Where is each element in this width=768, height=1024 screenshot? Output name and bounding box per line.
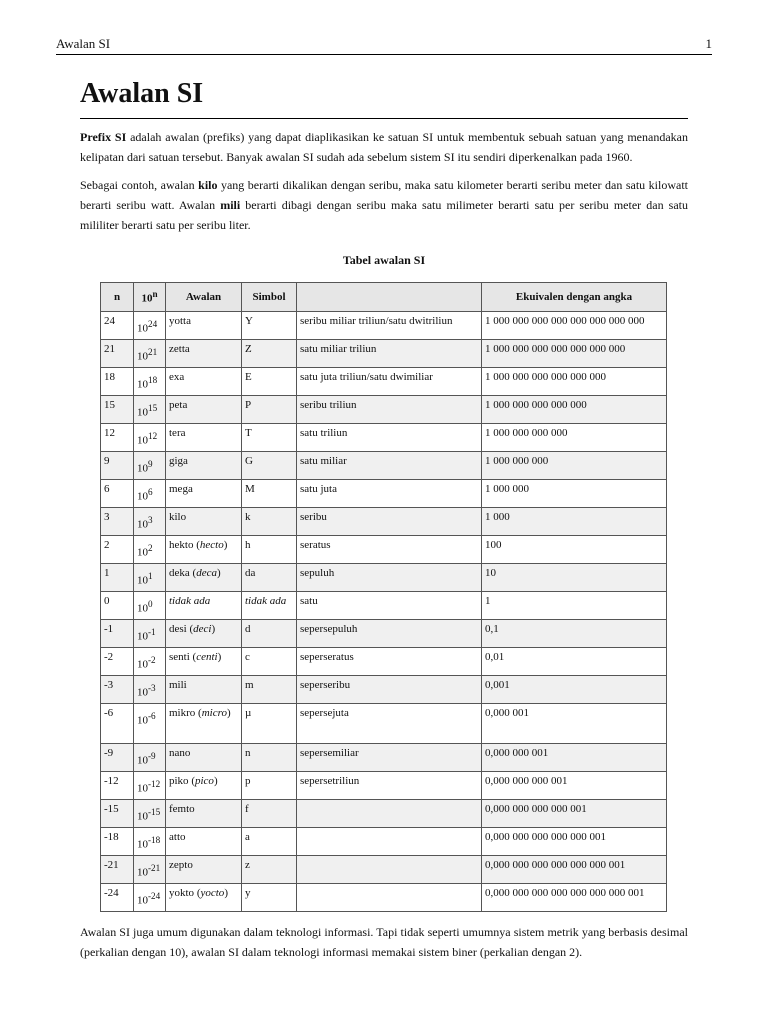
- prefix-name: femto: [169, 803, 195, 815]
- intro-text: adalah awalan (prefiks) yang dapat diaplikasikan ke satuan SI untuk membentuk sebuah satuan yang menandakan kelipatan dari satuan tersebut. Banyak awalan SI sudah ada sebelum sistem SI itu sendiri diperkenalkan pada 1960.: [80, 130, 688, 164]
- cell-prefix: [166, 480, 242, 508]
- header-n: n: [101, 283, 134, 312]
- table-row: [101, 620, 667, 648]
- cell-number: 0,000 000 000 000 000 000 001: [482, 856, 667, 884]
- cell-prefix: yokto (yocto): [166, 884, 242, 912]
- table-row: [101, 856, 667, 884]
- table-row: [101, 704, 667, 744]
- cell-symbol: G: [242, 452, 297, 480]
- article-body: [80, 78, 688, 962]
- cell-number: 0,01: [482, 648, 667, 676]
- table-row: [101, 676, 667, 704]
- prefix-alt-name: centi: [196, 651, 218, 663]
- cell-number: 1 000 000 000 000 000 000 000 000: [482, 312, 667, 340]
- table-row: [101, 312, 667, 340]
- page-number: 1: [705, 36, 712, 51]
- cell-prefix: [166, 800, 242, 828]
- cell-number: 1 000 000 000 000 000 000 000: [482, 340, 667, 368]
- cell-description: satu juta triliun/satu dwimiliar: [297, 368, 482, 396]
- cell-n: 6: [101, 480, 134, 508]
- cell-symbol: M: [242, 480, 297, 508]
- cell-n: -18: [101, 828, 134, 856]
- cell-number: 1 000 000 000 000 000 000: [482, 368, 667, 396]
- prefix-name: nano: [169, 747, 191, 759]
- table-row: [101, 536, 667, 564]
- cell-prefix: piko (pico): [166, 772, 242, 800]
- intro-bold-term: Prefix SI: [80, 130, 127, 144]
- cell-number: 100: [482, 536, 667, 564]
- table-row: [101, 772, 667, 800]
- cell-symbol: p: [242, 772, 297, 800]
- cell-description: satu triliun: [297, 424, 482, 452]
- cell-symbol: c: [242, 648, 297, 676]
- example-text-3: berarti dibagi dengan seribu maka satu milimeter berarti satu per seribu meter dan satu mililiter berarti satu per seribu liter.: [80, 198, 688, 232]
- example-bold-mili: mili: [220, 198, 241, 212]
- cell-n: 0: [101, 592, 134, 620]
- cell-symbol: m: [242, 676, 297, 704]
- cell-prefix: deka (deca): [166, 564, 242, 592]
- prefix-name: mili: [169, 679, 187, 691]
- prefix-name: kilo: [169, 511, 187, 523]
- table-row: [101, 424, 667, 452]
- cell-number: 0,1: [482, 620, 667, 648]
- cell-prefix: [166, 396, 242, 424]
- header-symbol: Simbol: [242, 283, 297, 312]
- page-title: Awalan SI: [80, 78, 688, 119]
- table-row: [101, 592, 667, 620]
- cell-symbol: h: [242, 536, 297, 564]
- cell-n: 3: [101, 508, 134, 536]
- example-bold-kilo: kilo: [198, 178, 218, 192]
- cell-description: satu miliar triliun: [297, 340, 482, 368]
- cell-prefix: [166, 828, 242, 856]
- cell-prefix: [166, 452, 242, 480]
- cell-power: $10^3$: [134, 508, 166, 536]
- cell-power: $10^9$: [134, 452, 166, 480]
- cell-number: 1: [482, 592, 667, 620]
- cell-n: -1: [101, 620, 134, 648]
- cell-n: 18: [101, 368, 134, 396]
- cell-symbol: Z: [242, 340, 297, 368]
- cell-power: $10^1$: [134, 564, 166, 592]
- cell-number: 0,000 000 000 001: [482, 772, 667, 800]
- prefix-name: peta: [169, 399, 188, 411]
- cell-n: 21: [101, 340, 134, 368]
- cell-symbol: n: [242, 744, 297, 772]
- cell-symbol: d: [242, 620, 297, 648]
- prefix-name: tera: [169, 427, 186, 439]
- prefix-name: yotta: [169, 315, 191, 327]
- cell-description: sepersemiliar: [297, 744, 482, 772]
- table-row: [101, 564, 667, 592]
- prefix-alt-name: hecto: [199, 539, 224, 551]
- prefix-name: deka: [169, 567, 190, 579]
- cell-n: -6: [101, 704, 134, 744]
- cell-symbol: da: [242, 564, 297, 592]
- cell-symbol: z: [242, 856, 297, 884]
- cell-n: 24: [101, 312, 134, 340]
- cell-prefix: [166, 676, 242, 704]
- cell-power: $10^{15}$: [134, 396, 166, 424]
- cell-power: $10^{-15}$: [134, 800, 166, 828]
- cell-number: 1 000 000 000 000: [482, 424, 667, 452]
- table-row: [101, 884, 667, 912]
- cell-prefix: [166, 312, 242, 340]
- prefix-name: exa: [169, 371, 185, 383]
- cell-prefix: hekto (hecto): [166, 536, 242, 564]
- cell-description: satu juta: [297, 480, 482, 508]
- cell-number: 1 000: [482, 508, 667, 536]
- cell-power: $10^{-1}$: [134, 620, 166, 648]
- table-row: [101, 368, 667, 396]
- header-description: [297, 283, 482, 312]
- prefix-name: hekto: [169, 539, 194, 551]
- cell-power: $10^0$: [134, 592, 166, 620]
- prefix-name: zetta: [169, 343, 190, 355]
- cell-description: [297, 856, 482, 884]
- cell-power: $10^{12}$: [134, 424, 166, 452]
- cell-symbol: E: [242, 368, 297, 396]
- cell-n: 1: [101, 564, 134, 592]
- cell-power: $10^{24}$: [134, 312, 166, 340]
- table-row: [101, 340, 667, 368]
- cell-description: sepersetriliun: [297, 772, 482, 800]
- cell-n: -24: [101, 884, 134, 912]
- cell-prefix: [166, 592, 242, 620]
- cell-power: $10^{-21}$: [134, 856, 166, 884]
- running-header: [56, 36, 712, 55]
- cell-prefix: senti (centi): [166, 648, 242, 676]
- cell-power: $10^{21}$: [134, 340, 166, 368]
- prefix-name: senti: [169, 651, 190, 663]
- cell-number: 0,000 000 000 000 000 001: [482, 828, 667, 856]
- prefix-name: mikro: [169, 707, 196, 719]
- cell-symbol: tidak ada: [242, 592, 297, 620]
- closing-paragraph: Awalan SI juga umum digunakan dalam teknologi informasi. Tapi tidak seperti umumnya sistem metrik yang berbasis desimal (perkalian dengan 10), awalan SI dalam teknologi informasi memakai sistem biner (perkalian dengan 2).: [80, 925, 688, 959]
- prefix-alt-name: micro: [201, 707, 227, 719]
- table-header-row: [101, 283, 667, 312]
- table-caption: Tabel awalan SI: [342, 253, 426, 267]
- intro-paragraph: [80, 127, 688, 167]
- prefix-name: tidak ada: [169, 595, 211, 607]
- table-row: [101, 744, 667, 772]
- table-row: [101, 452, 667, 480]
- cell-description: [297, 884, 482, 912]
- cell-number: 0,000 001: [482, 704, 667, 744]
- example-text-1: Sebagai contoh, awalan: [80, 178, 199, 192]
- table-row: [101, 828, 667, 856]
- cell-symbol: P: [242, 396, 297, 424]
- cell-number: 1 000 000 000: [482, 452, 667, 480]
- cell-power: $10^{-18}$: [134, 828, 166, 856]
- table-row: [101, 396, 667, 424]
- cell-symbol: Y: [242, 312, 297, 340]
- cell-n: 12: [101, 424, 134, 452]
- cell-number: 1 000 000: [482, 480, 667, 508]
- cell-description: seratus: [297, 536, 482, 564]
- table-row: [101, 800, 667, 828]
- cell-power: $10^{-2}$: [134, 648, 166, 676]
- cell-symbol: T: [242, 424, 297, 452]
- prefix-alt-name: pico: [194, 775, 214, 787]
- cell-power: $10^{-9}$: [134, 744, 166, 772]
- table-row: [101, 480, 667, 508]
- cell-prefix: [166, 340, 242, 368]
- header-prefix: Awalan: [166, 283, 242, 312]
- cell-description: sepuluh: [297, 564, 482, 592]
- table-row: [101, 508, 667, 536]
- cell-power: $10^6$: [134, 480, 166, 508]
- cell-n: 9: [101, 452, 134, 480]
- cell-symbol: y: [242, 884, 297, 912]
- prefix-alt-name: yocto: [200, 887, 225, 899]
- cell-number: 1 000 000 000 000 000: [482, 396, 667, 424]
- header-number: Ekuivalen dengan angka: [482, 283, 667, 312]
- cell-power: $10^2$: [134, 536, 166, 564]
- example-text-2: yang berarti dikalikan dengan seribu, maka satu kilometer berarti seribu meter dan satu kilowatt berarti seribu watt. Awalan: [80, 178, 689, 212]
- running-title: Awalan SI: [56, 36, 111, 51]
- cell-power: $10^{18}$: [134, 368, 166, 396]
- cell-description: satu miliar: [297, 452, 482, 480]
- cell-description: satu: [297, 592, 482, 620]
- cell-number: 0,001: [482, 676, 667, 704]
- cell-description: seribu: [297, 508, 482, 536]
- cell-prefix: [166, 424, 242, 452]
- cell-number: 10: [482, 564, 667, 592]
- prefix-alt-name: deci: [193, 623, 212, 635]
- prefix-name: giga: [169, 455, 188, 467]
- table-row: [101, 648, 667, 676]
- cell-description: [297, 800, 482, 828]
- cell-symbol: k: [242, 508, 297, 536]
- cell-number: 0,000 000 000 000 001: [482, 800, 667, 828]
- cell-description: seperseratus: [297, 648, 482, 676]
- cell-number: 0,000 000 000 000 000 000 000 001: [482, 884, 667, 912]
- cell-n: -2: [101, 648, 134, 676]
- cell-description: seperseribu: [297, 676, 482, 704]
- cell-n: -21: [101, 856, 134, 884]
- cell-power: $10^{-3}$: [134, 676, 166, 704]
- cell-n: -12: [101, 772, 134, 800]
- prefix-alt-name: deca: [196, 567, 217, 579]
- cell-n: -15: [101, 800, 134, 828]
- cell-n: 2: [101, 536, 134, 564]
- cell-prefix: [166, 368, 242, 396]
- cell-n: -9: [101, 744, 134, 772]
- cell-prefix: mikro (micro): [166, 704, 242, 744]
- cell-description: seribu triliun: [297, 396, 482, 424]
- header-power: 10$^n$: [134, 283, 166, 312]
- prefix-name: mega: [169, 483, 193, 495]
- cell-power: $10^{-24}$: [134, 884, 166, 912]
- cell-power: $10^{-6}$: [134, 704, 166, 744]
- prefix-name: piko: [169, 775, 189, 787]
- cell-prefix: [166, 508, 242, 536]
- cell-number: 0,000 000 001: [482, 744, 667, 772]
- cell-power: $10^{-12}$: [134, 772, 166, 800]
- prefix-name: atto: [169, 831, 186, 843]
- cell-prefix: desi (deci): [166, 620, 242, 648]
- prefix-name: desi: [169, 623, 187, 635]
- prefix-name: zepto: [169, 859, 193, 871]
- cell-symbol: a: [242, 828, 297, 856]
- cell-prefix: [166, 744, 242, 772]
- prefix-table: [100, 282, 667, 912]
- cell-n: 15: [101, 396, 134, 424]
- cell-description: sepersepuluh: [297, 620, 482, 648]
- cell-symbol: µ: [242, 704, 297, 744]
- prefix-name: yokto: [169, 887, 195, 899]
- cell-symbol: f: [242, 800, 297, 828]
- cell-description: seribu miliar triliun/satu dwitriliun: [297, 312, 482, 340]
- cell-description: sepersejuta: [297, 704, 482, 744]
- cell-description: [297, 828, 482, 856]
- example-paragraph: [80, 175, 688, 235]
- cell-prefix: [166, 856, 242, 884]
- cell-n: -3: [101, 676, 134, 704]
